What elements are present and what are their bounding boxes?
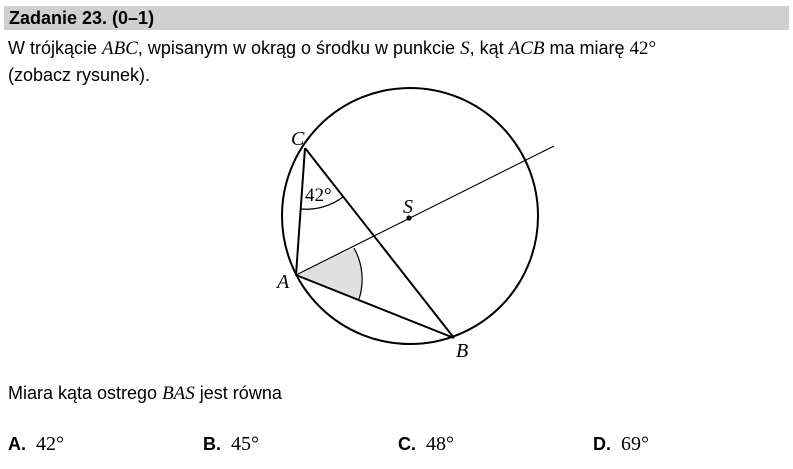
task-text-part-1: W trójkącie [8,38,103,58]
answer-letter-d: D. [593,434,611,454]
vertex-label-b: B [456,340,469,362]
task-text-part-3: , kąt [469,38,509,58]
center-name: S [460,38,470,59]
question-text-part-1: Miara kąta ostrego [8,383,163,403]
question-text [8,381,282,406]
task-text-part-5: (zobacz rysunek). [8,65,151,85]
question-text-part-2: jest równa [194,383,282,403]
angle-c-label: 42° [305,185,332,206]
answer-letter-a: A. [8,434,26,454]
answer-option-c[interactable] [398,432,454,456]
vertex-label-a: A [277,271,290,293]
answer-value-b: 45° [231,433,260,455]
task-text-part-2: , wpisanym w okrąg o środku w punkcie [137,38,461,58]
center-label-s: S [403,196,413,218]
answer-value-c: 48° [426,433,455,455]
vertex-label-c: C [291,128,305,150]
answer-letter-c: C. [398,434,416,454]
angle-value: 42° [629,38,657,59]
question-angle: BAS [162,383,195,404]
side-cb [305,148,454,338]
line-as [296,146,554,275]
triangle-name: ABC [102,38,138,59]
answer-value-d: 69° [621,433,650,455]
answer-option-a[interactable] [8,432,64,456]
task-text-part-4: ma miarę [544,38,630,58]
answer-letter-b: B. [203,434,221,454]
answer-option-b[interactable] [203,432,259,456]
task-title: Zadanie 23. (0–1) [9,8,155,28]
side-ca [296,148,305,275]
answer-option-d[interactable] [593,432,649,456]
angle-name: ACB [508,38,545,59]
answer-value-a: 42° [36,433,65,455]
